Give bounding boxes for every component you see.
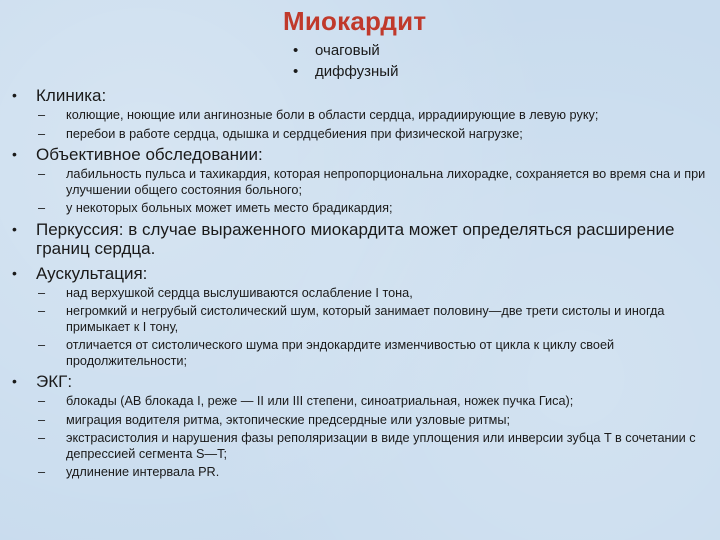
subtype-item: • диффузный bbox=[293, 63, 399, 80]
bullet-icon: • bbox=[293, 42, 299, 59]
bullet-icon: • bbox=[12, 87, 17, 103]
list-item: – блокады (АВ блокада I, реже — II или III степени, синоатриальная, ножек пучка Гиса); bbox=[12, 394, 712, 410]
section-exam bbox=[12, 145, 712, 217]
dash-icon: – bbox=[38, 285, 46, 300]
list-item: – колющие, ноющие или ангинозные боли в области сердца, иррадиирующие в левую руку; bbox=[12, 108, 712, 124]
section-heading: • Перкуссия: в случае выраженного миокардита может определяться расширение границ сердца. bbox=[12, 219, 675, 258]
list-item: – миграция водителя ритма, эктопические предсердные или узловые ритмы; bbox=[12, 413, 712, 429]
dash-icon: – bbox=[38, 201, 46, 215]
dash-icon: – bbox=[38, 412, 46, 427]
dash-icon: – bbox=[38, 394, 46, 408]
dash-icon: – bbox=[38, 465, 46, 479]
dash-icon: – bbox=[38, 338, 46, 352]
item-list bbox=[12, 394, 712, 481]
bullet-icon: • bbox=[12, 373, 17, 389]
content bbox=[12, 86, 712, 484]
list-item: – перебои в работе сердца, одышка и сердцебиения при физической нагрузке; bbox=[12, 127, 712, 143]
subtype-list bbox=[293, 40, 398, 82]
list-item: – отличается от систолического шума при эндокардите изменчивостью от цикла к циклу своей продолжительности; bbox=[12, 338, 712, 369]
list-item: – над верхушкой сердца выслушиваются ослабление I тона, bbox=[12, 286, 712, 302]
bullet-icon: • bbox=[12, 146, 17, 162]
list-item: – лабильность пульса и тахикардия, которая непропорциональна лихорадке, сохраняется во время сна и при улучшении общего состояния больного; bbox=[12, 167, 712, 198]
dash-icon: – bbox=[38, 167, 46, 181]
dash-icon: – bbox=[38, 126, 46, 141]
section-ecg bbox=[12, 372, 712, 481]
bullet-icon: • bbox=[12, 264, 17, 281]
item-list bbox=[12, 167, 712, 217]
list-item: – экстрасистолия и нарушения фазы реполяризации в виде уплощения или инверсии зубца T в сочетании с депрессией сегмента S—T; bbox=[12, 431, 712, 462]
item-list bbox=[12, 108, 712, 142]
bullet-icon: • bbox=[12, 220, 17, 237]
section-heading: • Объективное обследовании: bbox=[12, 145, 263, 164]
section-heading: • ЭКГ: bbox=[12, 372, 73, 391]
subtype-item: • очаговый bbox=[293, 42, 380, 59]
section-heading: • Аускультация: bbox=[12, 263, 148, 283]
list-item: – у некоторых больных может иметь место брадикардия; bbox=[12, 201, 712, 217]
list-item: – негромкий и негрубый систолический шум, который занимает половину—две трети систолы и иногда примыкает к I тону, bbox=[12, 304, 712, 335]
section-percussion bbox=[12, 220, 712, 258]
dash-icon: – bbox=[38, 431, 46, 445]
item-list bbox=[12, 286, 712, 370]
section-clinic bbox=[12, 86, 712, 142]
section-heading: • Клиника: bbox=[12, 86, 107, 105]
bullet-icon: • bbox=[293, 63, 299, 80]
dash-icon: – bbox=[38, 304, 46, 318]
section-auscultation bbox=[12, 264, 712, 370]
dash-icon: – bbox=[38, 108, 46, 122]
list-item: – удлинение интервала PR. bbox=[12, 465, 712, 481]
slide-title: Миокардит bbox=[283, 6, 427, 36]
